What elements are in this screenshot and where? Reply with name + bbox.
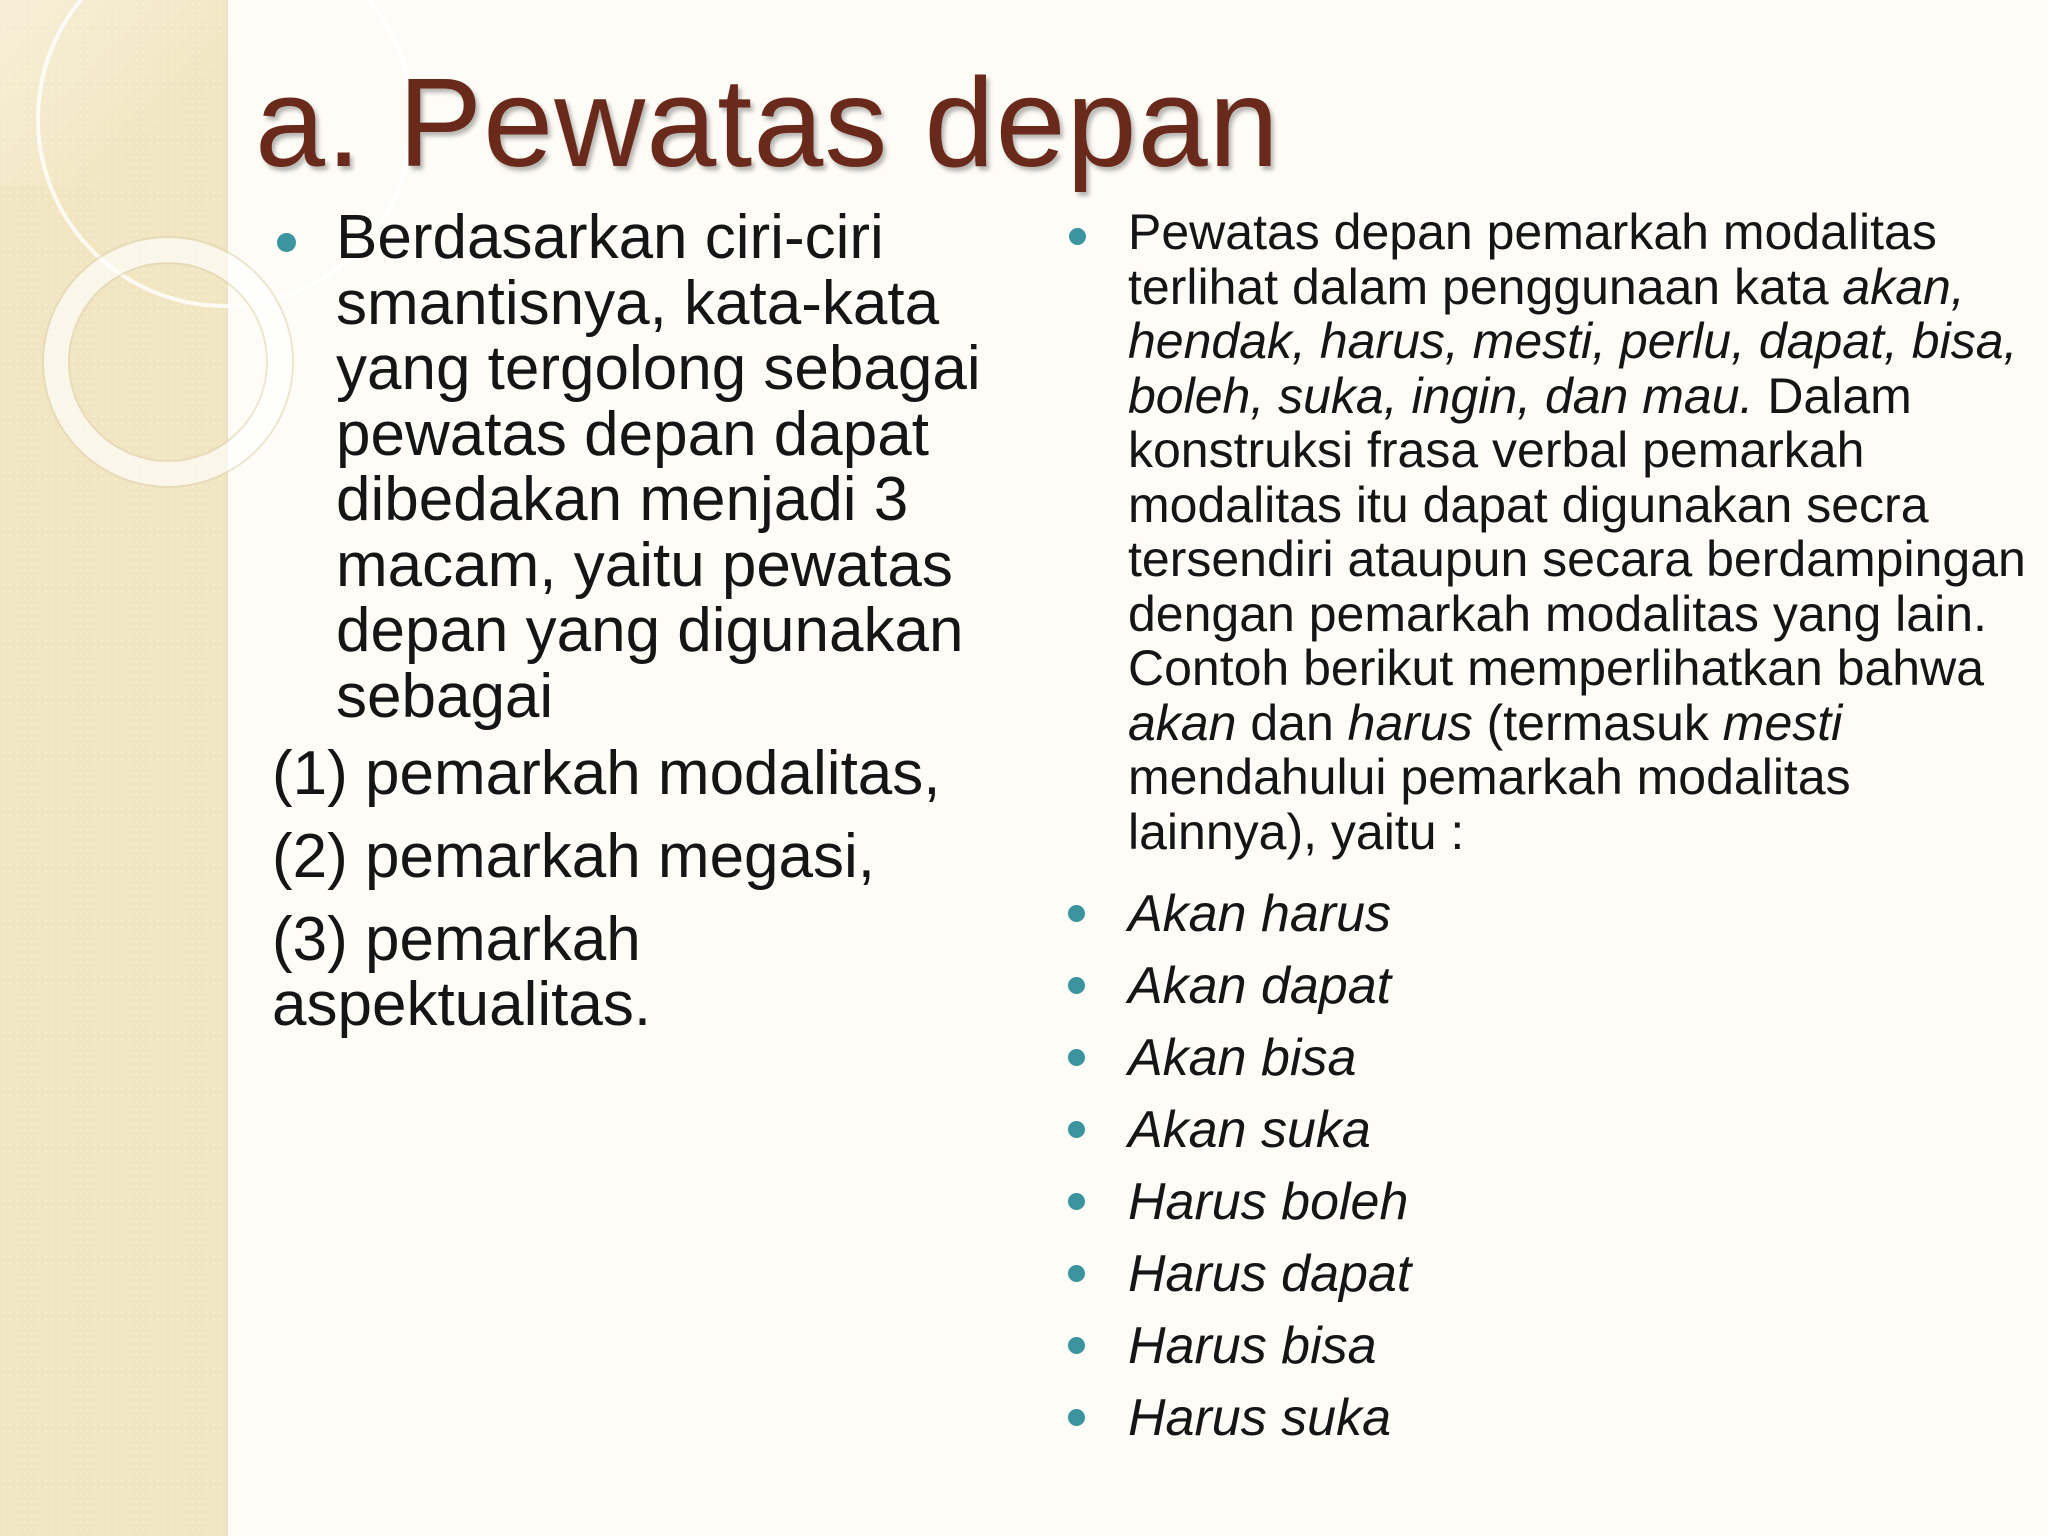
left-items	[272, 741, 1047, 1037]
example-text: Akan bisa	[1128, 1029, 1357, 1087]
example-text: Akan suka	[1128, 1101, 1371, 1159]
right-text-part: Dalam konstruksi frasa verbal pemarkah modalitas itu dapat digunakan secra tersendiri ataupun secara berdampingan dengan pemarkah modalitas yang lain. Contoh berikut memperlihatkan bahwa	[1128, 367, 2026, 696]
bullet-dot-icon	[1069, 228, 1086, 245]
list-item	[1062, 959, 2032, 1031]
list-item	[1062, 1175, 2032, 1247]
list-item	[1062, 1031, 2032, 1103]
right-text-part: Pewatas depan pemarkah modalitas terlihat dalam penggunaan kata	[1128, 204, 1937, 315]
example-text: Harus bisa	[1128, 1317, 1377, 1375]
decorative-sidebar	[0, 0, 228, 1536]
left-item-2: (2) pemarkah megasi,	[272, 822, 876, 891]
left-item-3: (3) pemarkah aspektualitas.	[272, 905, 652, 1039]
list-item	[1062, 1247, 2032, 1319]
bullet-dot-icon	[1068, 1337, 1085, 1354]
example-text: Akan dapat	[1128, 957, 1392, 1015]
right-paragraph	[1062, 205, 2032, 859]
bullet-dot-icon	[1068, 977, 1085, 994]
bullet-dot-icon	[1068, 1049, 1085, 1066]
example-text: Harus suka	[1128, 1389, 1391, 1447]
right-text-italic: mesti	[1722, 694, 1843, 751]
left-paragraph: Berdasarkan ciri-ciri smantisnya, kata-kata yang tergolong sebagai pewatas depan dapat dibedakan menjadi 3 macam, yaitu pewatas depan yang digunakan sebagai	[336, 203, 981, 731]
bullet-dot-icon	[1068, 1409, 1085, 1426]
list-item	[1062, 1391, 2032, 1463]
example-text: Akan harus	[1128, 885, 1392, 943]
example-text: Harus dapat	[1128, 1245, 1412, 1303]
example-text: Harus boleh	[1128, 1173, 1409, 1231]
decorative-ring-small	[44, 238, 292, 486]
bullet-dot-icon	[1068, 1121, 1085, 1138]
right-column	[1062, 205, 2032, 1463]
right-text-italic: akan	[1128, 694, 1237, 751]
right-text-italic: akan, hendak, harus, mesti, perlu, dapat, bisa, boleh, suka, ingin, dan mau.	[1128, 258, 2018, 424]
left-column	[272, 205, 1047, 1037]
right-text-part: dan	[1236, 694, 1348, 751]
bullet-dot-icon	[1068, 905, 1085, 922]
right-text-part: mendahului pemarkah modalitas lainnya), yaitu :	[1128, 749, 1851, 860]
left-bullet	[272, 205, 1047, 729]
example-list	[1062, 887, 2032, 1463]
bullet-dot-icon	[1068, 1193, 1085, 1210]
list-item	[1062, 1319, 2032, 1391]
slide-title: a. Pewatas depan	[255, 52, 1280, 193]
list-item	[1062, 887, 2032, 959]
bullet-dot-icon	[1068, 1265, 1085, 1282]
list-item	[1062, 1103, 2032, 1175]
bullet-dot-icon	[277, 233, 296, 252]
left-item-1: (1) pemarkah modalitas,	[272, 739, 941, 808]
right-text-part: (termasuk	[1472, 694, 1723, 751]
right-text-italic: harus	[1347, 694, 1473, 751]
